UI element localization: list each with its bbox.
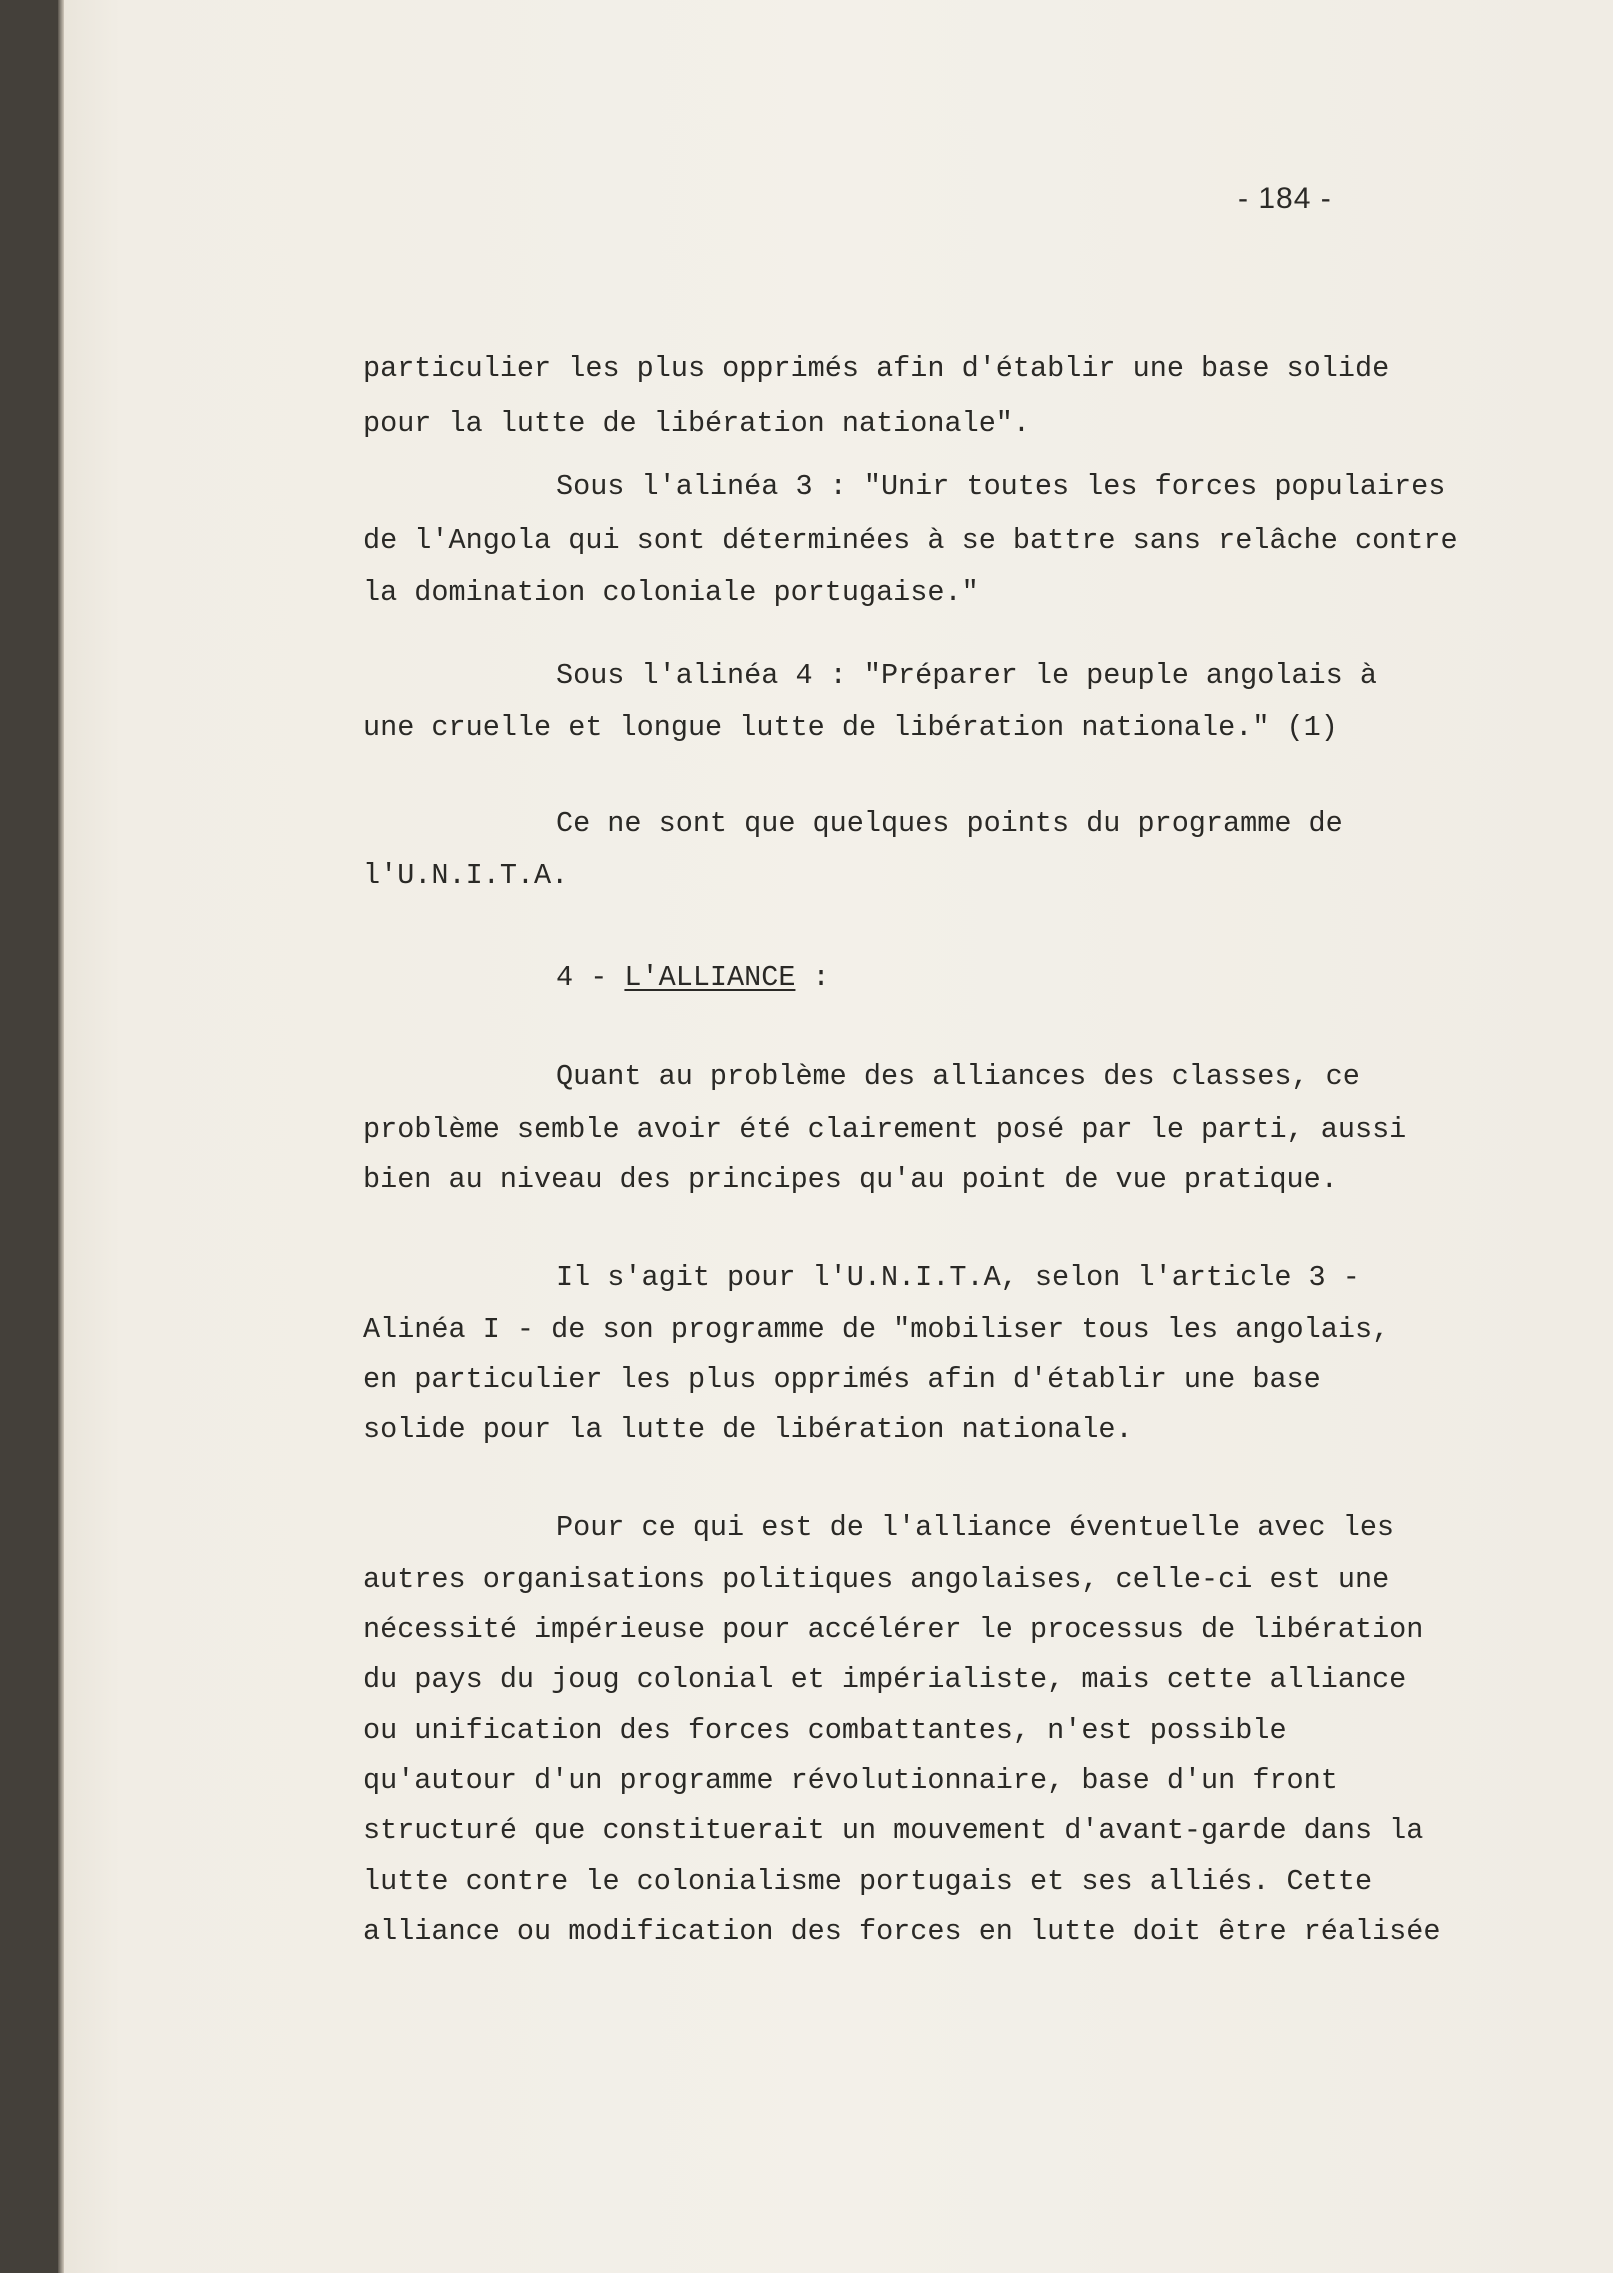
text-line: l'U.N.I.T.A. <box>363 859 569 892</box>
text-line: particulier les plus opprimés afin d'établir une base solide <box>363 352 1390 385</box>
section-title: L'ALLIANCE <box>624 961 796 994</box>
text-line: du pays du joug colonial et impérialiste, mais cette alliance <box>363 1663 1407 1696</box>
section-heading <box>556 961 830 995</box>
text-line: Alinéa I - de son programme de "mobiliser tous les angolais, <box>363 1313 1390 1346</box>
page-binding-edge <box>58 0 64 2273</box>
text-line: nécessité impérieuse pour accélérer le processus de libération <box>363 1613 1424 1646</box>
text-line: la domination coloniale portugaise." <box>363 576 979 609</box>
text-line: alliance ou modification des forces en lutte doit être réalisée <box>363 1915 1441 1948</box>
page-number: - 184 - <box>1238 182 1332 215</box>
text-line: Pour ce qui est de l'alliance éventuelle avec les <box>556 1511 1395 1544</box>
text-line: Quant au problème des alliances des classes, ce <box>556 1060 1360 1093</box>
text-line: solide pour la lutte de libération nationale. <box>363 1413 1133 1446</box>
text-line: Ce ne sont que quelques points du programme de <box>556 807 1343 840</box>
section-number: 4 - <box>556 961 625 994</box>
text-line: une cruelle et longue lutte de libération nationale." (1) <box>363 711 1338 744</box>
text-line: qu'autour d'un programme révolutionnaire, base d'un front <box>363 1764 1338 1797</box>
text-line: de l'Angola qui sont déterminées à se battre sans relâche contre <box>363 524 1458 557</box>
text-line: bien au niveau des principes qu'au point de vue pratique. <box>363 1163 1338 1196</box>
section-suffix: : <box>795 961 830 994</box>
text-line: problème semble avoir été clairement posé par le parti, aussi <box>363 1113 1407 1146</box>
text-line: structuré que constituerait un mouvement d'avant-garde dans la <box>363 1814 1424 1847</box>
text-line: en particulier les plus opprimés afin d'établir une base <box>363 1363 1321 1396</box>
text-line: pour la lutte de libération nationale". <box>363 407 1031 440</box>
text-line: Il s'agit pour l'U.N.I.T.A, selon l'article 3 - <box>556 1261 1360 1294</box>
text-line: lutte contre le colonialisme portugais et ses alliés. Cette <box>363 1865 1373 1898</box>
text-line: ou unification des forces combattantes, n'est possible <box>363 1714 1287 1747</box>
text-line: autres organisations politiques angolaises, celle-ci est une <box>363 1563 1390 1596</box>
text-line: Sous l'alinéa 3 : "Unir toutes les forces populaires <box>556 470 1446 503</box>
text-line: Sous l'alinéa 4 : "Préparer le peuple angolais à <box>556 659 1377 692</box>
